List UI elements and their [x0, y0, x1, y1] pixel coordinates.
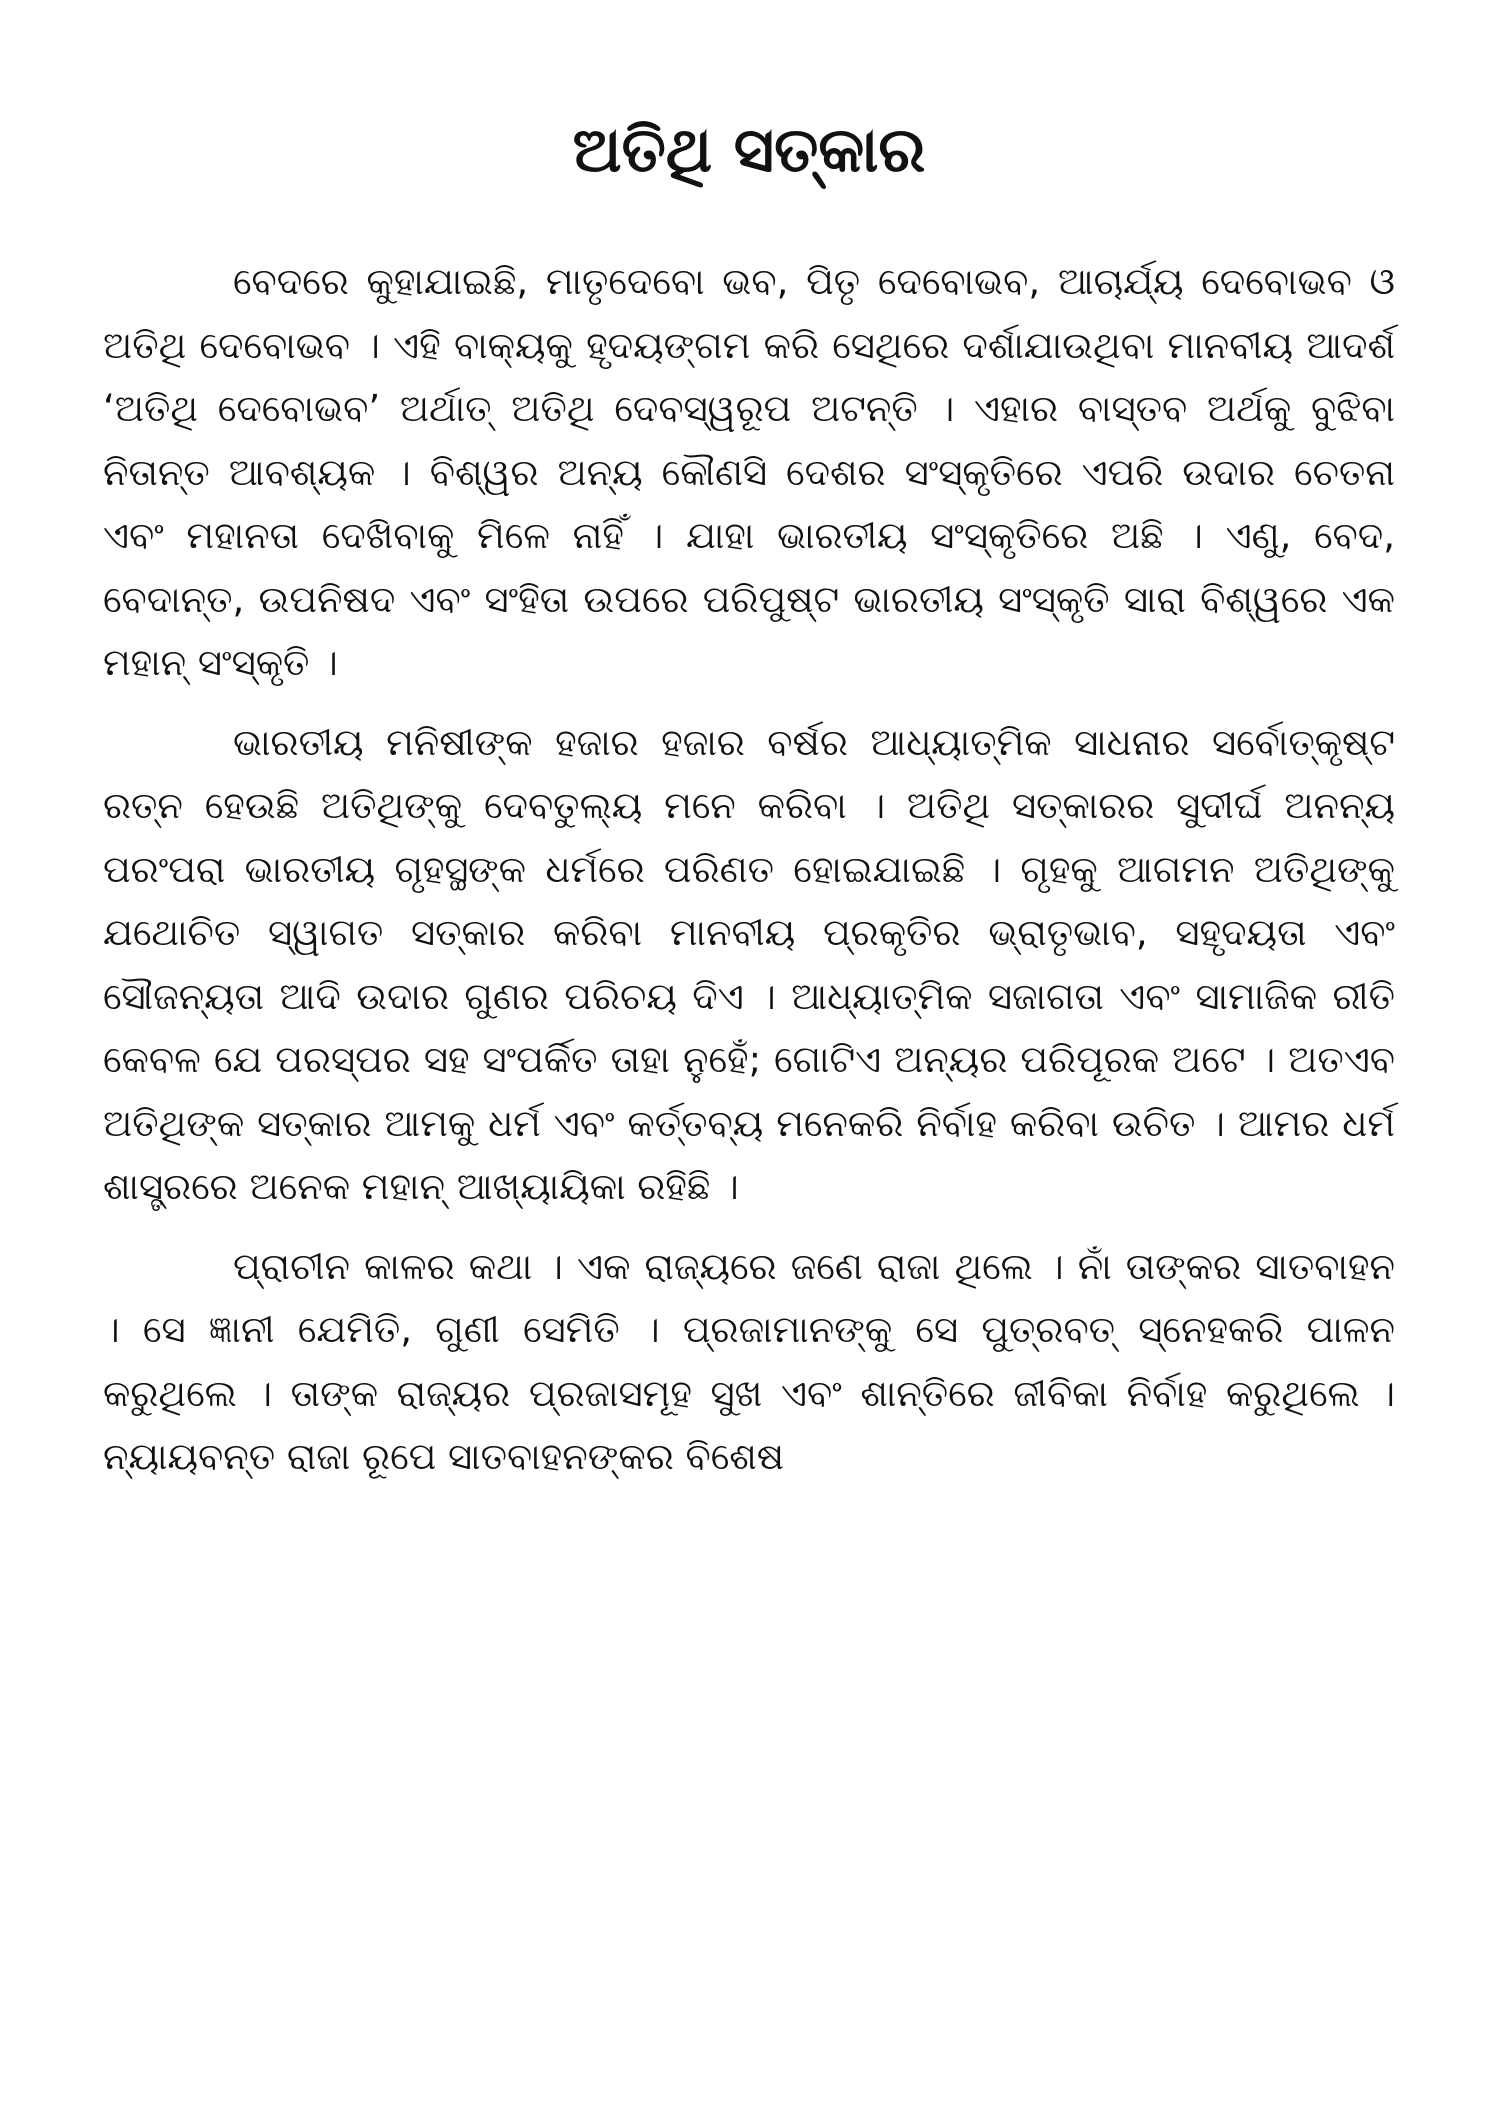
paragraph-2: ଭାରତୀୟ ମନିଷୀଙ୍କ ହଜାର ହଜାର ବର୍ଷର ଆଧ୍ୟାତ୍ମିକ ସାଧନାର ସର୍ବୋତ୍କୃଷ୍ଟ ରତ୍ନ ହେଉଛି ଅତିଥିଙ୍କୁ ଦେବତୁଲ୍ୟ ମନେ କରିବା । ଅତିଥି ସତ୍କାରର ସୁଦୀର୍ଘ ଅନନ୍ୟ ପରଂପରା ଭାରତୀୟ ଗୃହସ୍ଥଙ୍କ ଧର୍ମରେ ପରିଣତ ହୋଇଯାଇଛି । ଗୃହକୁ ଆଗମନ ଅତିଥିଙ୍କୁ ଯଥୋଚିତ ସ୍ୱାଗତ ସତ୍କାର କରିବା ମାନବୀୟ ପ୍ରକୃତିର ଭ୍ରାତୃଭାବ, ସହୃଦୟତା ଏବଂ ସୌଜନ୍ୟତା ଆଦି ଉଦାର ଗୁଣର ପରିଚୟ ଦିଏ । ଆଧ୍ୟାତ୍ମିକ ସଜାଗତା ଏବଂ ସାମାଜିକ ରୀତି କେବଳ ଯେ ପରସ୍ପର ସହ ସଂପର୍କିତ ତାହା ନୁହେଁ; ଗୋଟିଏ ଅନ୍ୟର ପରିପୂରକ ଅଟେ । ଅତଏବ ଅତିଥିଙ୍କ ସତ୍କାର ଆମକୁ ଧର୍ମ ଏବଂ କର୍ତ୍ତବ୍ୟ ମନେକରି ନିର୍ବାହ କରିବା ଉଚିତ । ଆମର ଧର୍ମ ଶାସ୍ତ୍ରରେ ଅନେକ ମହାନ୍ ଆଖ୍ୟାୟିକା ରହିଛି । [103, 720, 1395, 1208]
paragraph-3: ପ୍ରାଚୀନ କାଳର କଥା । ଏକ ରାଜ୍ୟରେ ଜଣେ ରାଜା ଥିଲେ । ନାଁ ତାଙ୍କର ସାତବାହନ । ସେ ଜ୍ଞାନୀ ଯେମିତି, ଗୁଣୀ ସେମିତି । ପ୍ରଜାମାନଙ୍କୁ ସେ ପୁତ୍ରବତ୍ ସ୍ନେହକରି ପାଳନ କରୁଥିଲେ । ତାଙ୍କ ରାଜ୍ୟର ପ୍ରଜାସମୂହ ସୁଖ ଏବଂ ଶାନ୍ତିରେ ଜୀବିକା ନିର୍ବାହ କରୁଥିଲେ । ନ୍ୟାୟବନ୍ତ ରାଜା ରୂପେ ସାତବାହନଙ୍କର ବିଶେଷ [103, 1244, 1395, 1478]
paragraph-1: ବେଦରେ କୁହାଯାଇଛି, ମାତୃଦେବୋ ଭବ, ପିତୃ ଦେବୋଭବ, ଆଚାର୍ଯ୍ୟ ଦେବୋଭବ ଓ ଅତିଥି ଦେବୋଭବ । ଏହି ବାକ୍ୟକୁ ହୃଦୟଙ୍ଗମ କରି ସେଥିରେ ଦର୍ଶାଯାଉଥିବା ମାନବୀୟ ଆଦର୍ଶ ‘ଅତିଥି ଦେବୋଭବ’ ଅର୍ଥାତ୍ ଅତିଥି ଦେବସ୍ୱରୂପ ଅଟନ୍ତି । ଏହାର ବାସ୍ତବ ଅର୍ଥକୁ ବୁଝିବା ନିତାନ୍ତ ଆବଶ୍ୟକ । ବିଶ୍ୱର ଅନ୍ୟ କୌଣସି ଦେଶର ସଂସ୍କୃତିରେ ଏପରି ଉଦାର ଚେତନା ଏବଂ ମହାନତା ଦେଖିବାକୁ ମିଳେ ନାହିଁ । ଯାହା ଭାରତୀୟ ସଂସ୍କୃତିରେ ଅଛି । ଏଣୁ, ବେଦ, ବେଦାନ୍ତ, ଉପନିଷଦ ଏବଂ ସଂହିତା ଉପରେ ପରିପୁଷ୍ଟ ଭାରତୀୟ ସଂସ୍କୃତି ସାରା ବିଶ୍ୱରେ ଏକ ମହାନ୍ ସଂସ୍କୃତି । [103, 260, 1395, 684]
book-page [0, 110, 1500, 2110]
page-title: ଅତିଥି ସତ୍କାର [572, 113, 926, 186]
